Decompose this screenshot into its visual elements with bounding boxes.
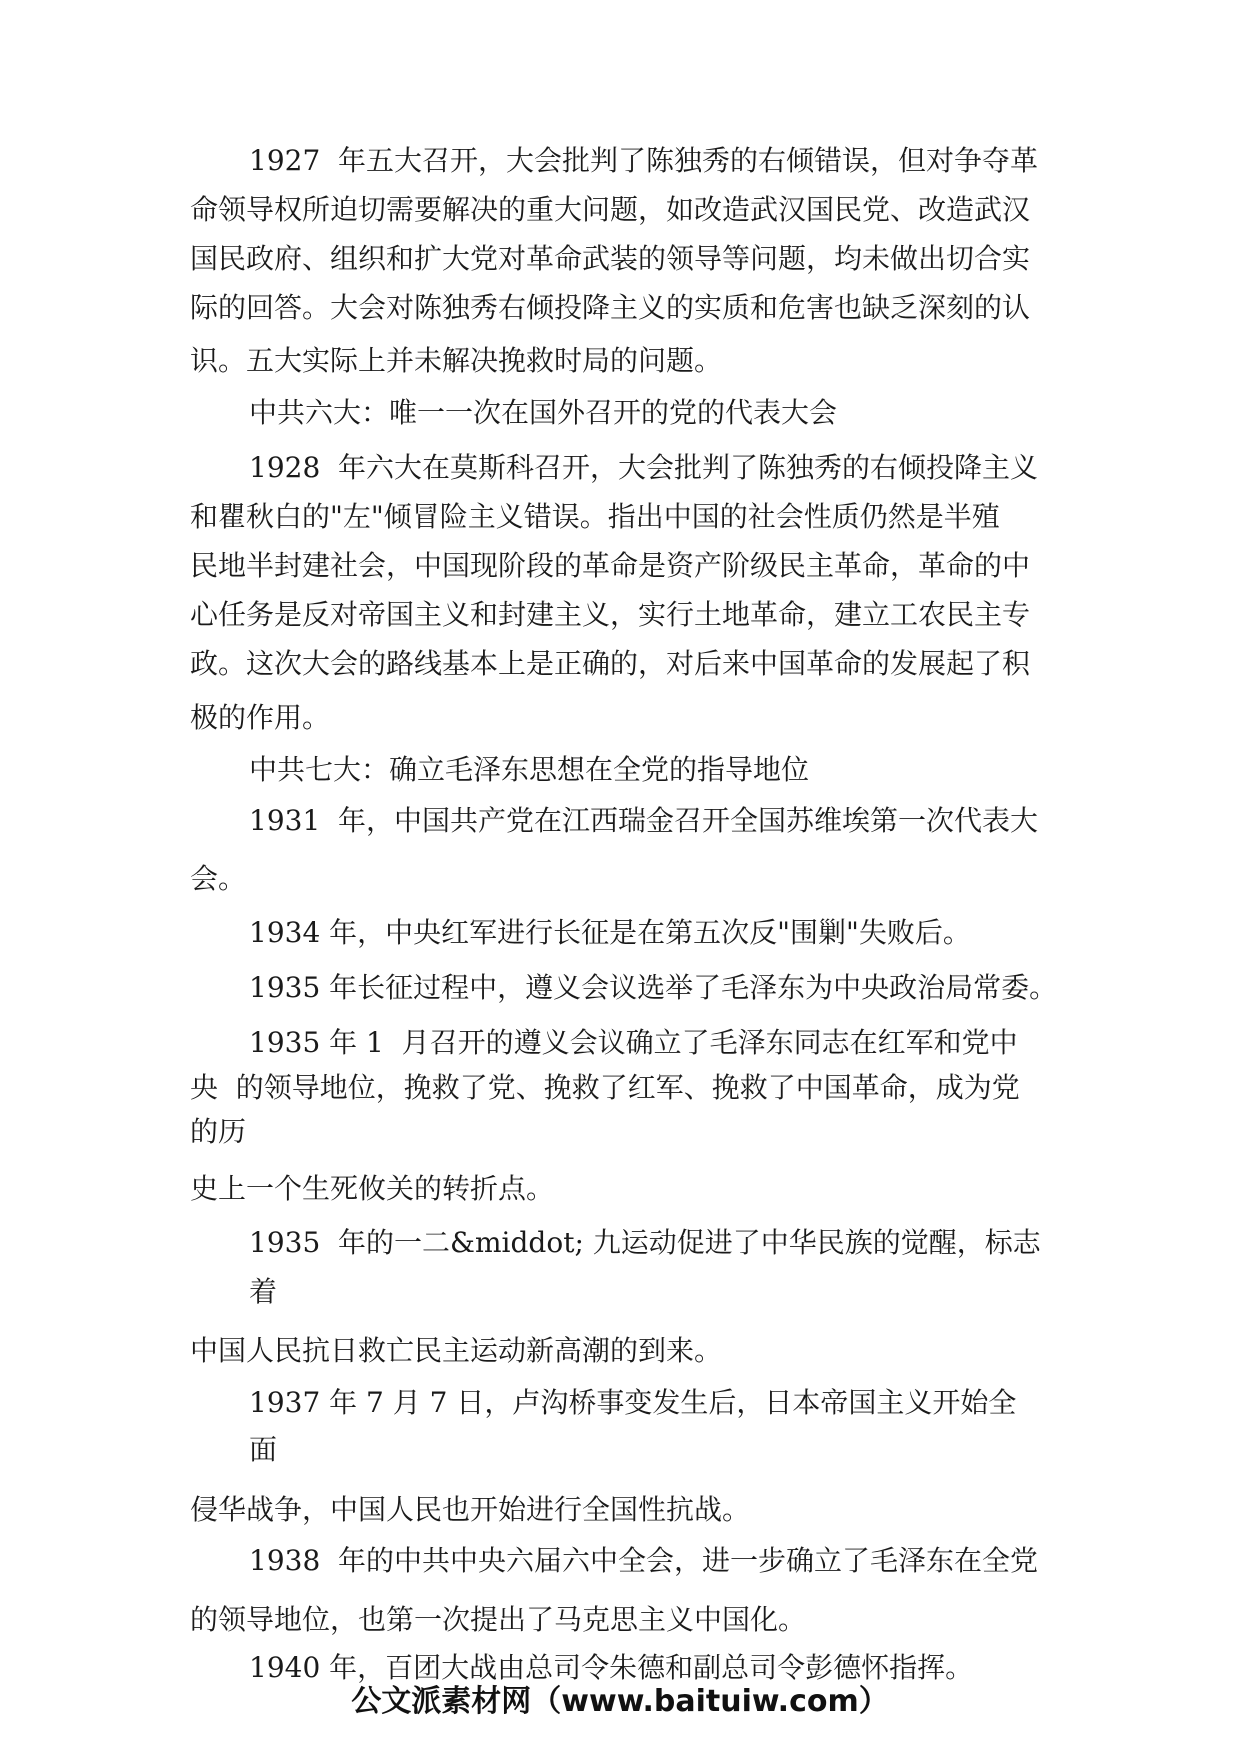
text-line: 政。这次大会的路线基本上是正确的，对后来中国革命的发展起了积 [190, 647, 1031, 680]
text-line: 面 [249, 1433, 278, 1466]
text-line: 央 的领导地位，挽救了党、挽救了红军、挽救了中国革命，成为党 [190, 1071, 1020, 1104]
text-line: 国民政府、组织和扩大党对革命武装的领导等问题，均未做出切合实 [190, 242, 1031, 275]
text-line: 的领导地位，也第一次提出了马克思主义中国化。 [190, 1603, 807, 1636]
text-line: 1934 年，中央红军进行长征是在第五次反"围剿"失败后。 [249, 916, 971, 949]
text-line: 中国人民抗日救亡民主运动新高潮的到来。 [190, 1334, 723, 1367]
text-line: 和瞿秋白的"左"倾冒险主义错误。指出中国的社会性质仍然是半殖 [190, 500, 1000, 533]
text-line: 着 [249, 1275, 278, 1308]
section-heading: 中共六大：唯一一次在国外召开的党的代表大会 [249, 396, 838, 429]
text-line: 1938 年的中共中央六届六中全会，进一步确立了毛泽东在全党 [249, 1544, 1039, 1577]
text-line: 的历 [190, 1115, 247, 1148]
text-line: 际的回答。大会对陈独秀右倾投降主义的实质和危害也缺乏深刻的认 [190, 291, 1031, 324]
text-line: 心任务是反对帝国主义和封建主义，实行土地革命，建立工农民主专 [190, 598, 1031, 631]
text-line: 1928 年六大在莫斯科召开，大会批判了陈独秀的右倾投降主义 [249, 451, 1039, 484]
text-line: 会。 [190, 862, 247, 895]
text-line: 史上一个生死攸关的转折点。 [190, 1172, 555, 1205]
text-line: 1935 年的一二&middot; 九运动促进了中华民族的觉醒，标志 [249, 1226, 1041, 1259]
text-line: 1937 年 7 月 7 日，卢沟桥事变发生后，日本帝国主义开始全 [249, 1386, 1017, 1419]
footer-watermark: 公文派素材网（www.baituiw.com） [351, 1684, 889, 1719]
text-line: 1935 年 1 月召开的遵义会议确立了毛泽东同志在红军和党中 [249, 1026, 1018, 1059]
text-line: 1940 年，百团大战由总司令朱德和副总司令彭德怀指挥。 [249, 1651, 974, 1684]
text-line: 侵华战争，中国人民也开始进行全国性抗战。 [190, 1493, 751, 1526]
text-line: 极的作用。 [190, 701, 331, 734]
text-line: 民地半封建社会，中国现阶段的革命是资产阶级民主革命，革命的中 [190, 549, 1031, 582]
section-heading: 中共七大：确立毛泽东思想在全党的指导地位 [249, 753, 810, 786]
text-line: 1931 年，中国共产党在江西瑞金召开全国苏维埃第一次代表大 [249, 804, 1039, 837]
text-line: 命领导权所迫切需要解决的重大问题，如改造武汉国民党、改造武汉 [190, 193, 1031, 226]
text-line: 1927 年五大召开，大会批判了陈独秀的右倾错误，但对争夺革 [249, 144, 1039, 177]
text-line: 识。五大实际上并未解决挽救时局的问题。 [190, 344, 723, 377]
text-line: 1935 年长征过程中，遵义会议选举了毛泽东为中央政治局常委。 [249, 971, 1058, 1004]
